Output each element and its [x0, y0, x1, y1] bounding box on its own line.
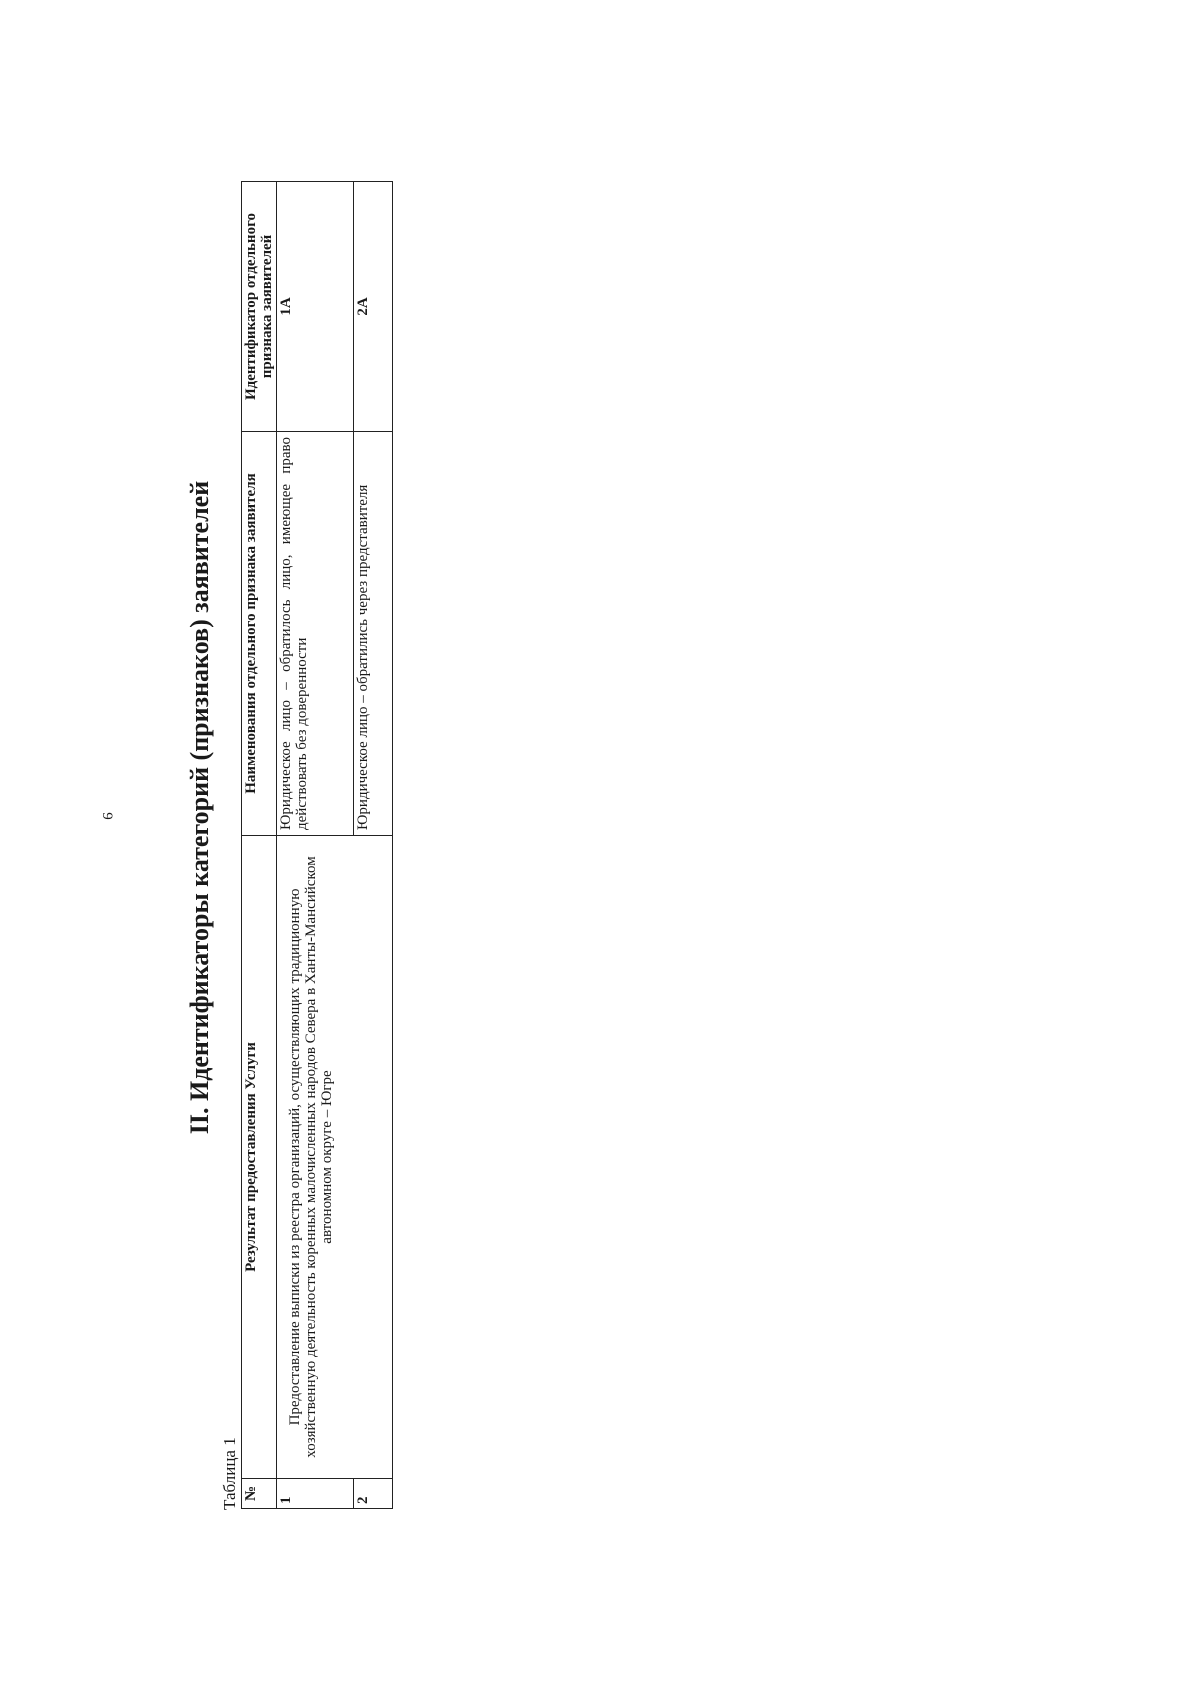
- row-num: 1: [277, 1479, 354, 1509]
- header-ident: Идентификатор отдельного признака заявителей: [242, 182, 277, 432]
- table-row: [277, 182, 354, 1509]
- row-ident: 2А: [354, 182, 393, 432]
- table-header-row: [242, 182, 277, 1509]
- page-number: 9: [99, 812, 115, 820]
- row-num: 2: [354, 1479, 393, 1509]
- row-ident: 1А: [277, 182, 354, 432]
- row-result: Предоставление выписки из реестра организаций, осуществляющих традиционную хозяйственную деятельность коренных малочисленных народов Севера в Ханты-Мансийском автономном округе – Югре: [277, 836, 393, 1479]
- header-feature: Наименования отдельного признака заявителя: [242, 432, 277, 836]
- row-feature: Юридическое лицо – обратилось лицо, имеющее право действовать без доверенности: [277, 432, 354, 836]
- header-num: №: [242, 1479, 277, 1509]
- table-caption: Таблица 1: [220, 1437, 239, 1510]
- row-feature: Юридическое лицо – обратились через представителя: [354, 432, 393, 836]
- applicant-identifiers-table: [241, 181, 393, 1509]
- section-title: II. Идентификаторы категорий (признаков) заявителей: [185, 480, 214, 1135]
- rotated-content: [181, 75, 417, 1540]
- header-result: Результат предоставления Услуги: [242, 836, 277, 1479]
